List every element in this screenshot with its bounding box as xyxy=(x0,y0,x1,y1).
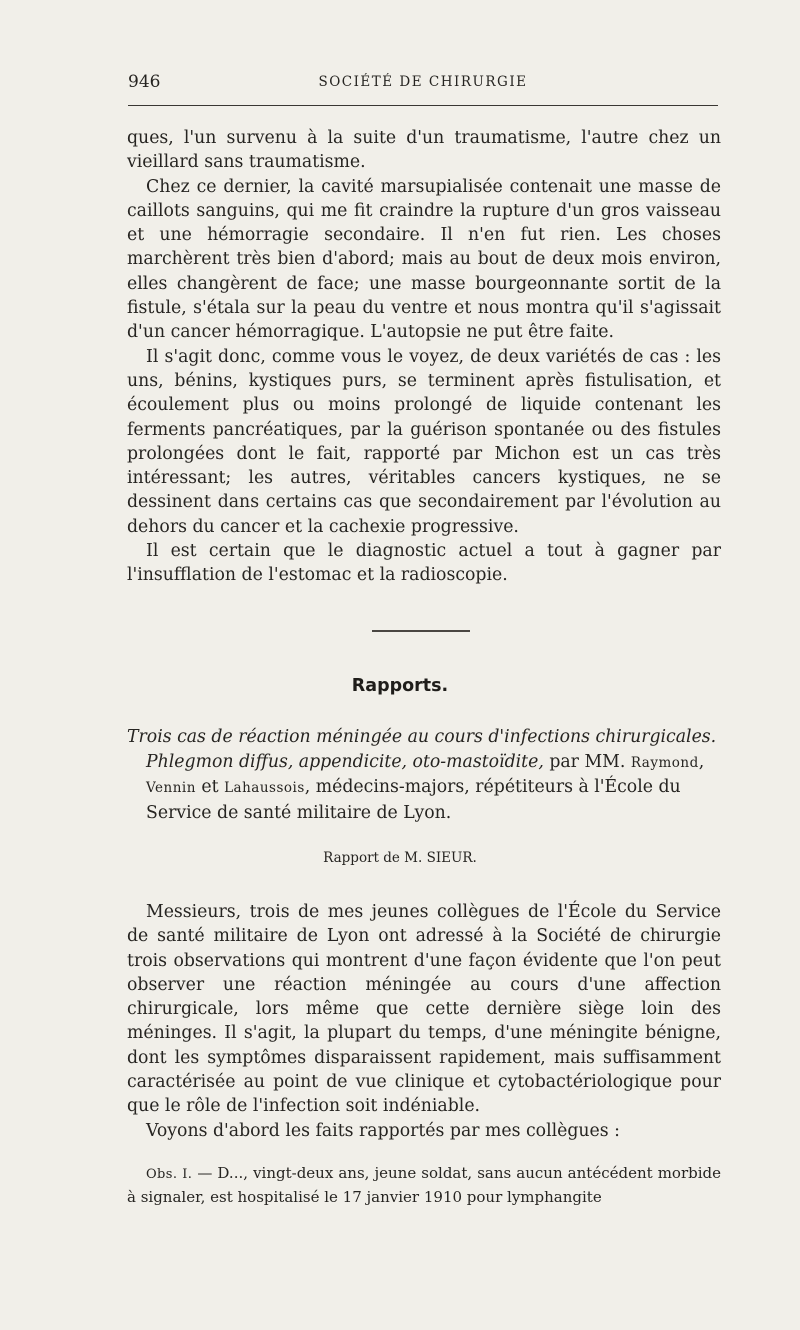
report-diagnoses: Phlegmon diffus, appendicite, oto-mastoïdite, xyxy=(146,751,544,772)
page-number: 946 xyxy=(128,72,161,92)
author-raymond: Raymond xyxy=(630,754,699,771)
observation-paragraph xyxy=(127,1162,721,1208)
paragraph-introduction: Messieurs, trois de mes jeunes collègues de l'École du Service de santé militaire de Lyon ont adressé à la Société de chirurgie trois observations qui montrent d'une façon évidente que l'on peut observer une réaction méningée au cours d'une affection chirurgicale, lors même que cette dernière siège loin des méninges. Il s'agit, la plupart du temps, d'une méningite bénigne, dont les symptômes disparaissent rapidement, mais suffisamment caractérisée au point de vue clinique et cytobactériologique pour que le rôle de l'infection soit indéniable. xyxy=(127,902,721,1117)
running-title: SOCIÉTÉ DE CHIRURGIE xyxy=(318,74,528,90)
report-body xyxy=(127,900,721,1143)
report-by: par MM. xyxy=(543,751,631,772)
section-heading: Rapports. xyxy=(351,676,449,696)
report-title-continuation xyxy=(127,750,723,826)
header-rule xyxy=(128,105,718,106)
report-title xyxy=(127,725,723,825)
intro-text xyxy=(127,126,721,588)
observation-label: Obs. I. xyxy=(146,1167,193,1182)
author-and: et xyxy=(195,777,225,797)
report-byline: Rapport de M. SIEUR. xyxy=(323,850,477,866)
paragraph-transition: Voyons d'abord les faits rapportés par mes collègues : xyxy=(146,1120,620,1141)
paragraph-diagnosis: Il est certain que le diagnostic actuel a tout à gagner par l'insufflation de l'estomac et la radioscopie. xyxy=(127,541,721,586)
report-title-line: Trois cas de réaction méningée au cours d'infections chirurgicales. xyxy=(127,727,717,747)
paragraph-case-varieties: Il s'agit donc, comme vous le voyez, de deux variétés de cas : les uns, bénins, kystiques purs, se terminent après fistulisation, et écoulement plus ou moins prolongé de liquide contenant les ferments pancréatiques, par la guérison spontanée ou des fistules prolongées dont le fait, rapporté par Michon est un cas très intéressant; les autres, véritables cancers kystiques, ne se dessinent dans certains cas que secondairement par l'évolution au dehors du cancer et la cachexie progressive. xyxy=(127,346,721,537)
paragraph-case-description: Chez ce dernier, la cavité marsupialisée contenait une masse de caillots sanguins, qui me fit craindre la rupture d'un gros vaisseau et une hémorragie secondaire. Il n'en fut rien. Les choses marchèrent très bien d'abord; mais au bout de deux mois environ, elles changèrent de face; une masse bourgeonnante sortit de la fistule, s'étala sur la peau du ventre et nous montra qu'il s'agissait d'un cancer hémorragique. L'autopsie ne put être faite. xyxy=(127,176,721,343)
running-head xyxy=(128,72,718,96)
observation-block xyxy=(127,1162,721,1208)
paragraph-continuation: ques, l'un survenu à la suite d'un traumatisme, l'autre chez un vieillard sans traumatisme. xyxy=(127,128,721,173)
observation-text: — D..., vingt-deux ans, jeune soldat, sans aucun antécédent morbide à signaler, est hospitalisé le 17 janvier 1910 pour lymphangite xyxy=(127,1164,722,1206)
author-separator: , xyxy=(698,751,705,772)
author-lahaussois: Lahaussois xyxy=(224,780,305,796)
section-divider xyxy=(372,630,470,632)
report-affiliation: , médecins-majors, répétiteurs à l'École du Service de santé militaire de Lyon. xyxy=(146,777,681,823)
author-vennin: Vennin xyxy=(146,780,196,796)
